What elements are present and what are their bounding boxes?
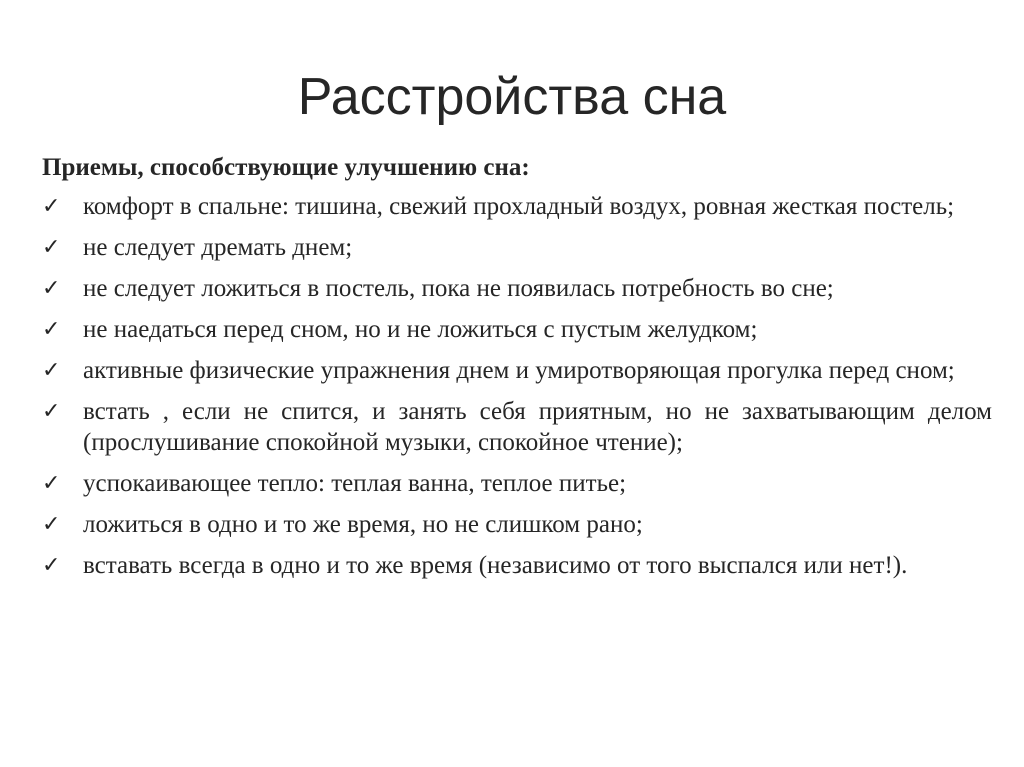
bullet-text: вставать всегда в одно и то же время (независимо от того выспался или нет!).	[83, 552, 908, 579]
bullet-text: не следует дремать днем;	[83, 234, 353, 261]
checkmark-icon: ✓	[42, 358, 61, 383]
bullet-item	[42, 191, 992, 222]
bullet-item	[42, 273, 992, 304]
bullet-item	[42, 550, 992, 581]
bullet-text: встать , если не спится, и занять себя приятным, но не захватывающим делом (прослушивание спокойной музыки, спокойное чтение);	[83, 398, 992, 456]
bullet-item	[42, 468, 992, 499]
bullet-text: активные физические упражнения днем и умиротворяющая прогулка перед сном;	[83, 357, 955, 384]
bullet-item	[42, 396, 992, 458]
bullet-list	[42, 191, 992, 581]
bullet-text: не наедаться перед сном, но и не ложиться с пустым желудком;	[83, 316, 758, 343]
bullet-item	[42, 314, 992, 345]
bullet-item	[42, 509, 992, 540]
bullet-text: успокаивающее тепло: теплая ванна, теплое питье;	[83, 470, 627, 497]
bullet-text: комфорт в спальне: тишина, свежий прохладный воздух, ровная жесткая постель;	[83, 193, 955, 220]
checkmark-icon: ✓	[42, 553, 61, 578]
bullet-text: ложиться в одно и то же время, но не слишком рано;	[83, 511, 643, 538]
bullet-item	[42, 355, 992, 386]
bullet-item	[42, 232, 992, 263]
checkmark-icon: ✓	[42, 471, 61, 496]
checkmark-icon: ✓	[42, 276, 61, 301]
slide-content	[42, 153, 992, 591]
checkmark-icon: ✓	[42, 235, 61, 260]
checkmark-icon: ✓	[42, 399, 61, 424]
slide-title: Расстройства сна	[297, 68, 727, 126]
bullet-text: не следует ложиться в постель, пока не появилась потребность во сне;	[83, 275, 834, 302]
slide-subtitle: Приемы, способствующие улучшению сна:	[42, 154, 530, 181]
checkmark-icon: ✓	[42, 512, 61, 537]
checkmark-icon: ✓	[42, 317, 61, 342]
checkmark-icon: ✓	[42, 194, 61, 219]
